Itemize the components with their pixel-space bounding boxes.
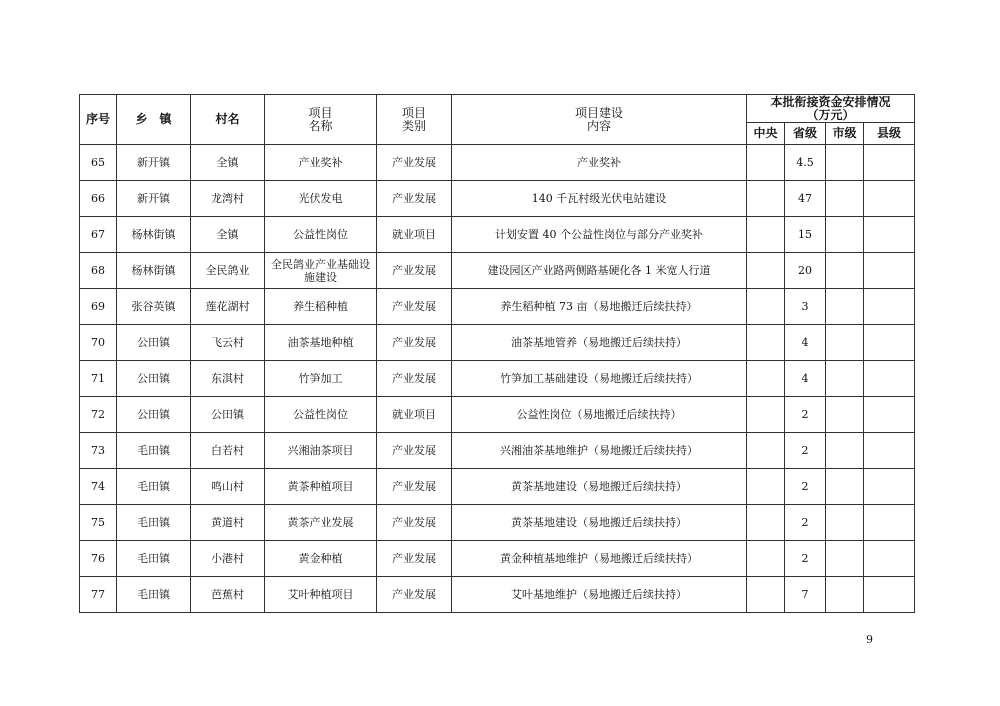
cell-seq: 66	[80, 181, 117, 217]
cell-province: 7	[785, 577, 826, 613]
table-body	[80, 145, 915, 613]
cell-seq: 75	[80, 505, 117, 541]
header-village: 村名	[191, 95, 265, 145]
cell-project-type: 产业发展	[377, 325, 452, 361]
cell-seq: 65	[80, 145, 117, 181]
cell-village: 小港村	[191, 541, 265, 577]
cell-project-type: 就业项目	[377, 397, 452, 433]
cell-county	[864, 181, 915, 217]
cell-seq: 76	[80, 541, 117, 577]
cell-city	[826, 469, 864, 505]
cell-village: 芭蕉村	[191, 577, 265, 613]
table-row	[80, 541, 915, 577]
cell-county	[864, 217, 915, 253]
cell-town: 公田镇	[117, 397, 191, 433]
table-row	[80, 505, 915, 541]
cell-project-content: 养生稻种植 73 亩（易地搬迁后续扶持）	[452, 289, 747, 325]
header-funding-group: 本批衔接资金安排情况（万元）	[747, 95, 915, 123]
cell-central	[747, 181, 785, 217]
cell-project-content: 黄金种植基地维护（易地搬迁后续扶持）	[452, 541, 747, 577]
cell-project-content: 兴湘油茶基地维护（易地搬迁后续扶持）	[452, 433, 747, 469]
cell-province: 2	[785, 397, 826, 433]
header-central: 中央	[747, 123, 785, 145]
cell-central	[747, 469, 785, 505]
cell-seq: 74	[80, 469, 117, 505]
cell-town: 公田镇	[117, 361, 191, 397]
cell-project-name: 黄金种植	[265, 541, 377, 577]
cell-project-name: 全民鸽业产业基础设施建设	[265, 253, 377, 289]
cell-central	[747, 325, 785, 361]
cell-project-content: 竹笋加工基础建设（易地搬迁后续扶持）	[452, 361, 747, 397]
header-county: 县级	[864, 123, 915, 145]
cell-city	[826, 541, 864, 577]
table-row	[80, 145, 915, 181]
header-town: 乡 镇	[117, 95, 191, 145]
cell-county	[864, 361, 915, 397]
cell-city	[826, 433, 864, 469]
cell-village: 鸣山村	[191, 469, 265, 505]
cell-city	[826, 289, 864, 325]
cell-project-type: 产业发展	[377, 505, 452, 541]
cell-county	[864, 397, 915, 433]
table-row	[80, 181, 915, 217]
cell-village: 全镇	[191, 145, 265, 181]
cell-city	[826, 217, 864, 253]
cell-project-type: 产业发展	[377, 541, 452, 577]
cell-county	[864, 577, 915, 613]
cell-village: 黄道村	[191, 505, 265, 541]
cell-town: 新开镇	[117, 145, 191, 181]
cell-city	[826, 505, 864, 541]
cell-project-name: 竹笋加工	[265, 361, 377, 397]
cell-central	[747, 505, 785, 541]
table-row	[80, 397, 915, 433]
cell-province: 2	[785, 541, 826, 577]
cell-village: 全镇	[191, 217, 265, 253]
cell-seq: 70	[80, 325, 117, 361]
cell-project-content: 产业奖补	[452, 145, 747, 181]
cell-county	[864, 253, 915, 289]
cell-project-type: 产业发展	[377, 289, 452, 325]
cell-project-name: 养生稻种植	[265, 289, 377, 325]
cell-town: 毛田镇	[117, 433, 191, 469]
cell-province: 2	[785, 505, 826, 541]
cell-project-type: 就业项目	[377, 217, 452, 253]
cell-central	[747, 217, 785, 253]
header-project-name: 项目名称	[265, 95, 377, 145]
cell-town: 毛田镇	[117, 541, 191, 577]
cell-town: 毛田镇	[117, 505, 191, 541]
header-province: 省级	[785, 123, 826, 145]
cell-project-name: 黄茶产业发展	[265, 505, 377, 541]
cell-province: 2	[785, 433, 826, 469]
cell-county	[864, 505, 915, 541]
cell-city	[826, 397, 864, 433]
cell-village: 东淇村	[191, 361, 265, 397]
table-row	[80, 325, 915, 361]
cell-city	[826, 145, 864, 181]
cell-county	[864, 145, 915, 181]
cell-province: 20	[785, 253, 826, 289]
cell-village: 飞云村	[191, 325, 265, 361]
header-city: 市级	[826, 123, 864, 145]
cell-project-content: 公益性岗位（易地搬迁后续扶持）	[452, 397, 747, 433]
cell-province: 4.5	[785, 145, 826, 181]
header-project-type: 项目类别	[377, 95, 452, 145]
cell-province: 4	[785, 361, 826, 397]
table-row	[80, 469, 915, 505]
cell-village: 莲花湖村	[191, 289, 265, 325]
cell-central	[747, 253, 785, 289]
cell-village: 白若村	[191, 433, 265, 469]
cell-seq: 71	[80, 361, 117, 397]
cell-seq: 72	[80, 397, 117, 433]
cell-project-type: 产业发展	[377, 253, 452, 289]
cell-central	[747, 577, 785, 613]
table-row	[80, 577, 915, 613]
cell-project-name: 油茶基地种植	[265, 325, 377, 361]
cell-county	[864, 433, 915, 469]
cell-seq: 73	[80, 433, 117, 469]
cell-central	[747, 145, 785, 181]
cell-central	[747, 289, 785, 325]
cell-town: 毛田镇	[117, 577, 191, 613]
cell-county	[864, 289, 915, 325]
cell-town: 毛田镇	[117, 469, 191, 505]
cell-project-content: 建设园区产业路两侧路基硬化各 1 米宽人行道	[452, 253, 747, 289]
funding-table	[79, 94, 915, 613]
cell-province: 47	[785, 181, 826, 217]
cell-town: 张谷英镇	[117, 289, 191, 325]
cell-project-type: 产业发展	[377, 433, 452, 469]
cell-project-name: 公益性岗位	[265, 217, 377, 253]
page-number: 9	[866, 633, 873, 646]
cell-project-type: 产业发展	[377, 361, 452, 397]
cell-project-name: 公益性岗位	[265, 397, 377, 433]
cell-village: 全民鸽业	[191, 253, 265, 289]
cell-project-name: 产业奖补	[265, 145, 377, 181]
cell-town: 公田镇	[117, 325, 191, 361]
cell-project-type: 产业发展	[377, 145, 452, 181]
table-row	[80, 217, 915, 253]
cell-central	[747, 433, 785, 469]
cell-county	[864, 325, 915, 361]
cell-seq: 69	[80, 289, 117, 325]
cell-town: 杨林街镇	[117, 253, 191, 289]
cell-project-name: 兴湘油茶项目	[265, 433, 377, 469]
table-row	[80, 361, 915, 397]
cell-project-type: 产业发展	[377, 181, 452, 217]
funding-table-container	[79, 94, 915, 613]
cell-town: 杨林街镇	[117, 217, 191, 253]
cell-county	[864, 469, 915, 505]
cell-village: 龙湾村	[191, 181, 265, 217]
cell-province: 4	[785, 325, 826, 361]
cell-town: 新开镇	[117, 181, 191, 217]
cell-city	[826, 325, 864, 361]
cell-project-type: 产业发展	[377, 469, 452, 505]
cell-central	[747, 361, 785, 397]
cell-county	[864, 541, 915, 577]
cell-seq: 68	[80, 253, 117, 289]
table-row	[80, 253, 915, 289]
cell-project-name: 光伏发电	[265, 181, 377, 217]
cell-city	[826, 577, 864, 613]
cell-central	[747, 541, 785, 577]
cell-project-name: 黄茶种植项目	[265, 469, 377, 505]
cell-central	[747, 397, 785, 433]
cell-seq: 67	[80, 217, 117, 253]
cell-city	[826, 181, 864, 217]
table-row	[80, 433, 915, 469]
header-project-content: 项目建设内容	[452, 95, 747, 145]
cell-project-content: 计划安置 40 个公益性岗位与部分产业奖补	[452, 217, 747, 253]
cell-project-content: 艾叶基地维护（易地搬迁后续扶持）	[452, 577, 747, 613]
cell-city	[826, 361, 864, 397]
cell-province: 2	[785, 469, 826, 505]
cell-seq: 77	[80, 577, 117, 613]
cell-project-content: 油茶基地管养（易地搬迁后续扶持）	[452, 325, 747, 361]
cell-project-type: 产业发展	[377, 577, 452, 613]
header-seq: 序号	[80, 95, 117, 145]
cell-village: 公田镇	[191, 397, 265, 433]
cell-province: 15	[785, 217, 826, 253]
table-row	[80, 289, 915, 325]
cell-project-content: 140 千瓦村级光伏电站建设	[452, 181, 747, 217]
cell-project-content: 黄茶基地建设（易地搬迁后续扶持）	[452, 505, 747, 541]
cell-province: 3	[785, 289, 826, 325]
cell-project-content: 黄茶基地建设（易地搬迁后续扶持）	[452, 469, 747, 505]
cell-project-name: 艾叶种植项目	[265, 577, 377, 613]
cell-city	[826, 253, 864, 289]
